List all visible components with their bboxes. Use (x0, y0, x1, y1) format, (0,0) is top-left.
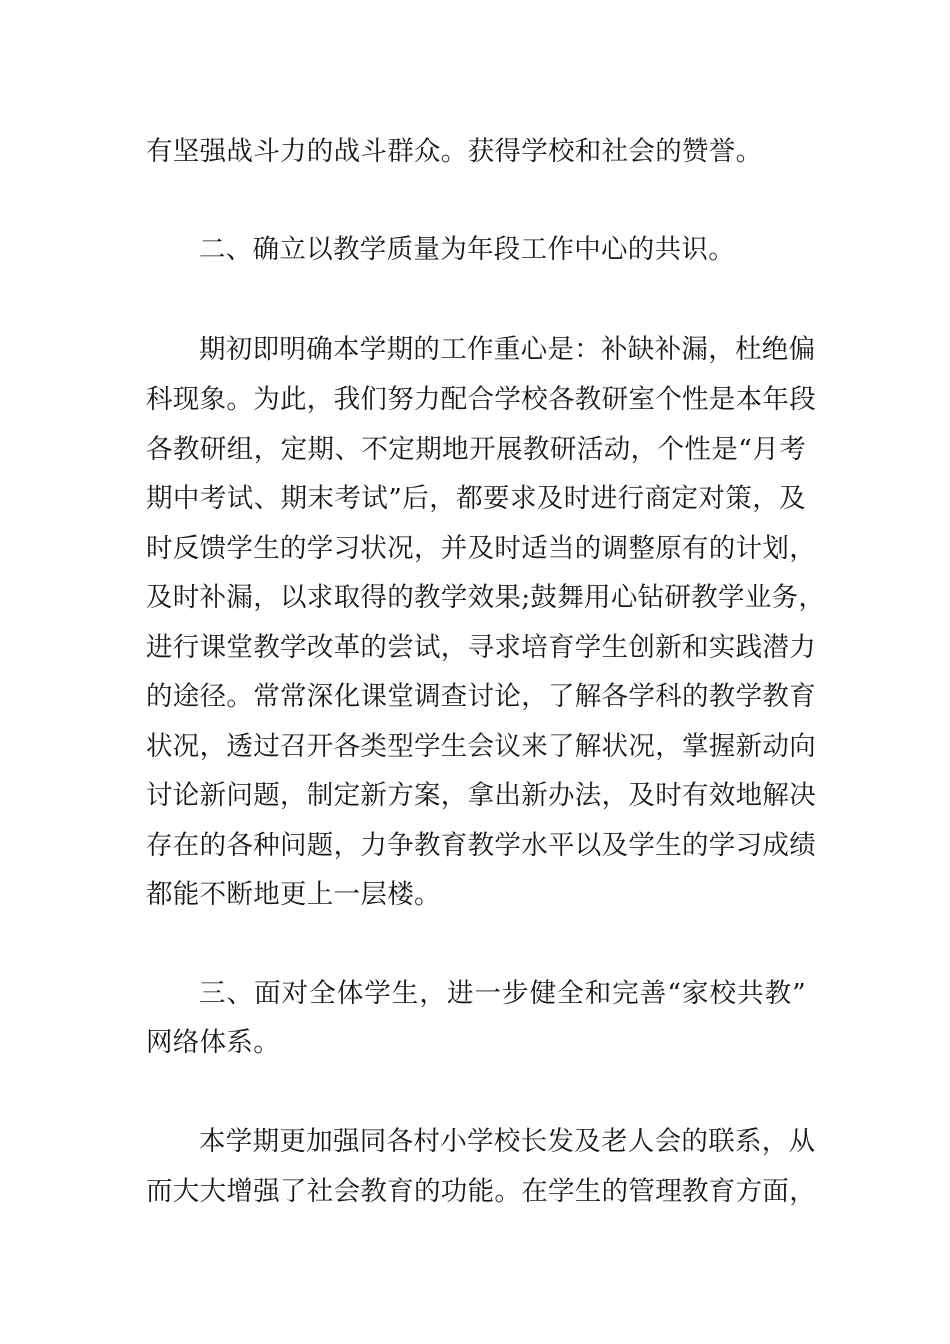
paragraph-line: 各教研组，定期、不定期地开展教研活动，个性是“月考 (146, 434, 806, 465)
paragraph-line: 的途径。常常深化课堂调查讨论，了解各学科的教学教育 (146, 681, 816, 712)
paragraph-line: 讨论新问题，制定新方案，拿出新办法，及时有效地解决 (146, 780, 816, 811)
paragraph-line: 存在的各种问题，力争教育教学水平以及学生的学习成绩 (146, 830, 816, 861)
paragraph-line: 时反馈学生的学习状况，并及时适当的调整原有的计划， (146, 533, 816, 564)
section-heading-2: 二、确立以教学质量为年段工作中心的共识。 (199, 234, 735, 265)
section-heading-3-continued: 网络体系。 (146, 1027, 280, 1058)
paragraph-line: 科现象。为此，我们努力配合学校各教研室个性是本年段 (146, 384, 816, 415)
paragraph-line: 都能不断地更上一层楼。 (146, 879, 441, 910)
paragraph-line: 及时补漏，以求取得的教学效果;鼓舞用心钻研教学业务， (146, 582, 826, 613)
paragraph-line: 状况，透过召开各类型学生会议来了解状况，掌握新动向 (146, 731, 816, 762)
paragraph-line: 本学期更加强同各村小学校长发及老人会的联系，从 (199, 1126, 816, 1157)
paragraph-line: 而大大增强了社会教育的功能。在学生的管理教育方面， (146, 1176, 816, 1207)
paragraph-line: 期初即明确本学期的工作重心是：补缺补漏，杜绝偏 (199, 334, 816, 365)
paragraph-line: 有坚强战斗力的战斗群众。获得学校和社会的赞誉。 (146, 136, 763, 167)
section-heading-3: 三、面对全体学生，进一步健全和完善“家校共教” (199, 978, 806, 1009)
paragraph-line: 期中考试、期末考试”后，都要求及时进行商定对策，及 (146, 483, 806, 514)
paragraph-line: 进行课堂教学改革的尝试，寻求培育学生创新和实践潜力 (146, 632, 816, 663)
